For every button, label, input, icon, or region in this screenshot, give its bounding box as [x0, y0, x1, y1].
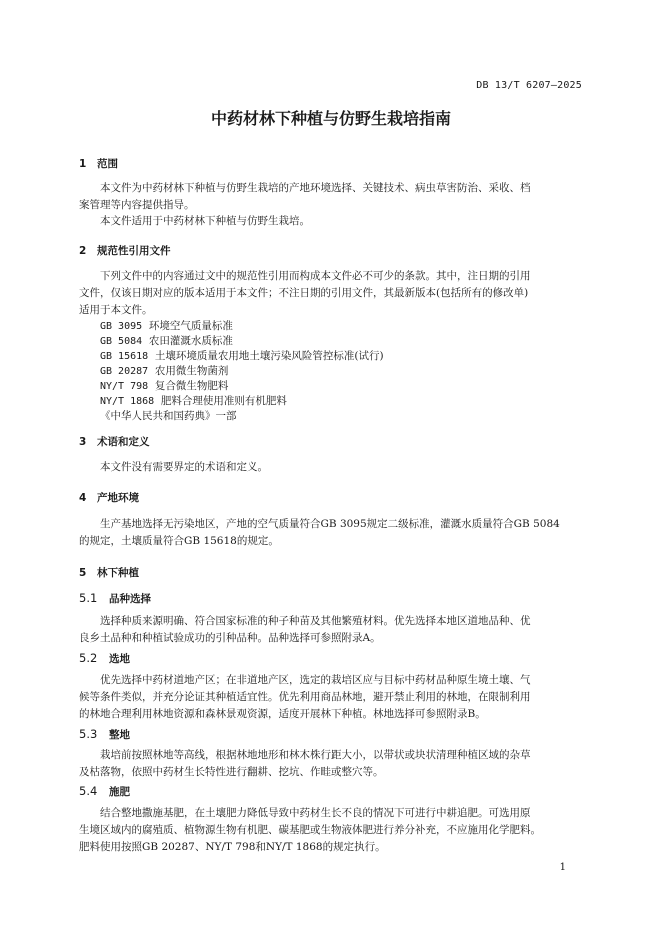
text-line: 优先选择中药材道地产区；在非道地产区，选定的栽培区应与目标中药材品种原生境土壤、气 [100, 674, 531, 686]
document-id: DB 13/T 6207—2025 [476, 80, 582, 91]
section-title: 选地 [109, 653, 130, 665]
section-title: 规范性引用文件 [97, 245, 171, 257]
section-title: 产地环境 [97, 492, 139, 504]
section-2-heading [79, 243, 171, 258]
reference-item: GB 15618 土壤环境质量农用地土壤污染风险管控标准(试行) [100, 350, 384, 362]
text-line: 文件，仅该日期对应的版本适用于本文件；不注日期的引用文件，其最新版本(包括所有的修改单) [79, 287, 529, 299]
text-line: 栽培前按照林地等高线，根据林地地形和林木株行距大小，以带状或块状清理种植区域的杂草 [100, 749, 531, 761]
text-line: 及枯落物，依照中药材生长特性进行翻耕、挖坑、作畦或整穴等。 [79, 766, 384, 778]
text-line: 本文件没有需要界定的术语和定义。 [100, 461, 268, 473]
section-5-4-heading [79, 784, 130, 799]
text-line: 案管理等内容提供指导。 [79, 199, 195, 211]
reference-item: NY/T 1868 肥料合理使用准则有机肥料 [100, 395, 287, 407]
section-number: 5.2 [79, 651, 98, 665]
section-5-1-heading [79, 591, 151, 606]
section-number: 4 [79, 492, 87, 504]
text-line: 适用于本文件。 [79, 304, 153, 316]
section-1-paragraph-1 [79, 180, 584, 214]
text-line: 本文件为中药材林下种植与仿野生栽培的产地环境选择、关键技术、病虫草害防治、采收、档 [100, 182, 531, 194]
section-4-paragraph-1 [79, 516, 584, 550]
section-number: 5.1 [79, 591, 98, 605]
section-3-heading [79, 434, 150, 449]
reference-item: 《中华人民共和国药典》一部 [100, 410, 237, 422]
text-line: 候等条件类似，并充分论证其种植适宜性。优先利用商品林地，避开禁止利用的林地，在限制利用 [79, 691, 531, 703]
text-line: 的规定，土壤质量符合GB 15618的规定。 [79, 535, 279, 547]
section-title: 整地 [109, 729, 130, 741]
reference-item: GB 5084 农田灌溉水质标准 [100, 335, 233, 347]
section-5-heading [79, 565, 139, 580]
section-5-3-heading [79, 727, 130, 742]
section-5-4-paragraph [79, 805, 584, 856]
reference-list [100, 319, 384, 424]
section-2-paragraph-1 [79, 268, 584, 319]
reference-item: GB 3095 环境空气质量标准 [100, 320, 233, 332]
text-line: 结合整地撒施基肥，在土壤肥力降低导致中药材生长不良的情况下可进行中耕追肥。可选用原 [100, 807, 531, 819]
section-number: 3 [79, 436, 87, 448]
section-4-heading [79, 490, 139, 505]
section-1-heading [79, 156, 118, 171]
section-number: 5.3 [79, 727, 98, 741]
section-5-2-paragraph [79, 672, 584, 723]
section-1-paragraph-2 [79, 213, 584, 230]
section-5-1-paragraph [79, 613, 584, 647]
text-line: 良乡土品种和种植试验成功的引种品种。品种选择可参照附录A。 [79, 632, 381, 644]
section-number: 1 [79, 158, 87, 170]
text-line: 生境区域内的腐殖质、植物源生物有机肥、碳基肥或生物液体肥进行养分补充，不应施用化学肥料。 [79, 824, 541, 836]
section-number: 5.4 [79, 784, 98, 798]
text-line: 选择种质来源明确、符合国家标准的种子种苗及其他繁殖材料。优先选择本地区道地品种、优 [100, 615, 531, 627]
section-title: 范围 [97, 158, 118, 170]
page-number: 1 [559, 862, 566, 873]
section-number: 5 [79, 567, 87, 579]
text-line: 肥料使用按照GB 20287、NY/T 798和NY/T 1868的规定执行。 [79, 841, 386, 853]
section-title: 施肥 [109, 786, 130, 798]
reference-item: GB 20287 农用微生物菌剂 [100, 365, 229, 377]
section-title: 术语和定义 [97, 436, 150, 448]
text-line: 下列文件中的内容通过文中的规范性引用而构成本文件必不可少的条款。其中，注日期的引用 [100, 270, 531, 282]
section-5-2-heading [79, 651, 130, 666]
text-line: 本文件适用于中药材林下种植与仿野生栽培。 [100, 215, 310, 227]
reference-item: NY/T 798 复合微生物肥料 [100, 380, 229, 392]
section-title: 林下种植 [97, 567, 139, 579]
text-line: 生产基地选择无污染地区，产地的空气质量符合GB 3095规定二级标准，灌溉水质量符合GB 5084 [100, 518, 560, 530]
section-5-3-paragraph [79, 747, 584, 781]
section-number: 2 [79, 245, 87, 257]
text-line: 的林地合理利用林地资源和森林景观资源，适度开展林下种植。林地选择可参照附录B。 [79, 708, 486, 720]
section-3-paragraph-1 [79, 459, 584, 476]
section-title: 品种选择 [109, 593, 151, 605]
document-title: 中药材林下种植与仿野生栽培指南 [210, 109, 451, 128]
